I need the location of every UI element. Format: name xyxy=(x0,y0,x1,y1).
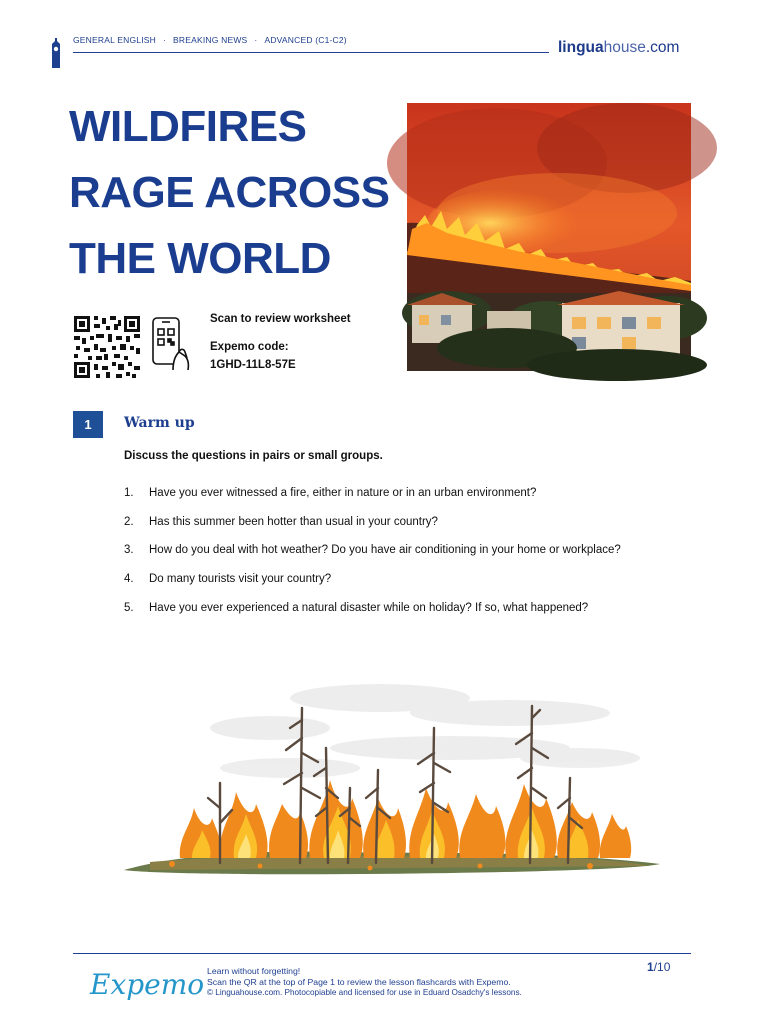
svg-text:Expemo: Expemo xyxy=(90,968,205,1001)
question-text: Have you ever experienced a natural disaster while on holiday? If so, what happened? xyxy=(149,602,589,614)
breadcrumb-category[interactable]: GENERAL ENGLISH xyxy=(73,35,156,45)
breadcrumb-level[interactable]: ADVANCED (C1-C2) xyxy=(264,35,347,45)
question-number: 2. xyxy=(124,516,134,528)
page-title xyxy=(69,94,399,292)
footer-tagline: Learn without forgetting! xyxy=(207,966,301,976)
question-text: Do many tourists visit your country? xyxy=(149,573,332,585)
question-text: Has this summer been hotter than usual in your country? xyxy=(149,516,438,528)
list-item xyxy=(124,602,704,614)
question-number: 1. xyxy=(124,487,134,499)
qr-code-icon[interactable] xyxy=(74,316,140,378)
section-number-badge: 1 xyxy=(73,411,103,438)
page-number xyxy=(647,960,670,974)
footer-scan-note: Scan the QR at the top of Page 1 to review the lesson flashcards with Expemo. xyxy=(207,977,511,987)
big-ben-icon xyxy=(50,38,62,68)
linguahouse-logo[interactable]: linguahouse.com xyxy=(558,39,680,56)
wildfire-photo xyxy=(407,103,691,371)
header-divider xyxy=(73,52,549,53)
title-line-2: RAGE ACROSS xyxy=(69,168,390,217)
phone-scan-icon xyxy=(151,316,191,372)
question-number: 4. xyxy=(124,573,134,585)
list-item xyxy=(124,573,704,585)
list-item xyxy=(124,516,704,528)
section-instruction: Discuss the questions in pairs or small groups. xyxy=(124,450,383,462)
breadcrumb-type[interactable]: BREAKING NEWS xyxy=(173,35,248,45)
scan-instruction: Scan to review worksheet xyxy=(210,313,351,325)
expemo-logo[interactable] xyxy=(88,962,205,1006)
title-line-1: WILDFIRES xyxy=(69,102,307,151)
question-text: How do you deal with hot weather? Do you have air conditioning in your home or workplace? xyxy=(149,544,621,556)
footer-divider xyxy=(73,953,691,954)
forest-fire-illustration xyxy=(120,658,668,884)
current-page: 1 xyxy=(647,960,654,974)
question-number: 5. xyxy=(124,602,134,614)
footer-copyright: © Linguahouse.com. Photocopiable and licensed for use in Eduard Osadchy's lessons. xyxy=(207,988,522,997)
expemo-code-label: Expemo code: xyxy=(210,341,289,353)
section-title: Warm up xyxy=(124,415,195,431)
total-pages: /10 xyxy=(653,960,671,974)
breadcrumb: GENERAL ENGLISH · BREAKING NEWS · ADVANCED (C1-C2) xyxy=(73,35,347,45)
list-item xyxy=(124,487,704,499)
list-item xyxy=(124,544,704,556)
expemo-code: 1GHD-11L8-57E xyxy=(210,359,296,371)
title-line-3: THE WORLD xyxy=(69,234,331,283)
question-number: 3. xyxy=(124,544,134,556)
question-text: Have you ever witnessed a fire, either in nature or in an urban environment? xyxy=(149,487,537,499)
